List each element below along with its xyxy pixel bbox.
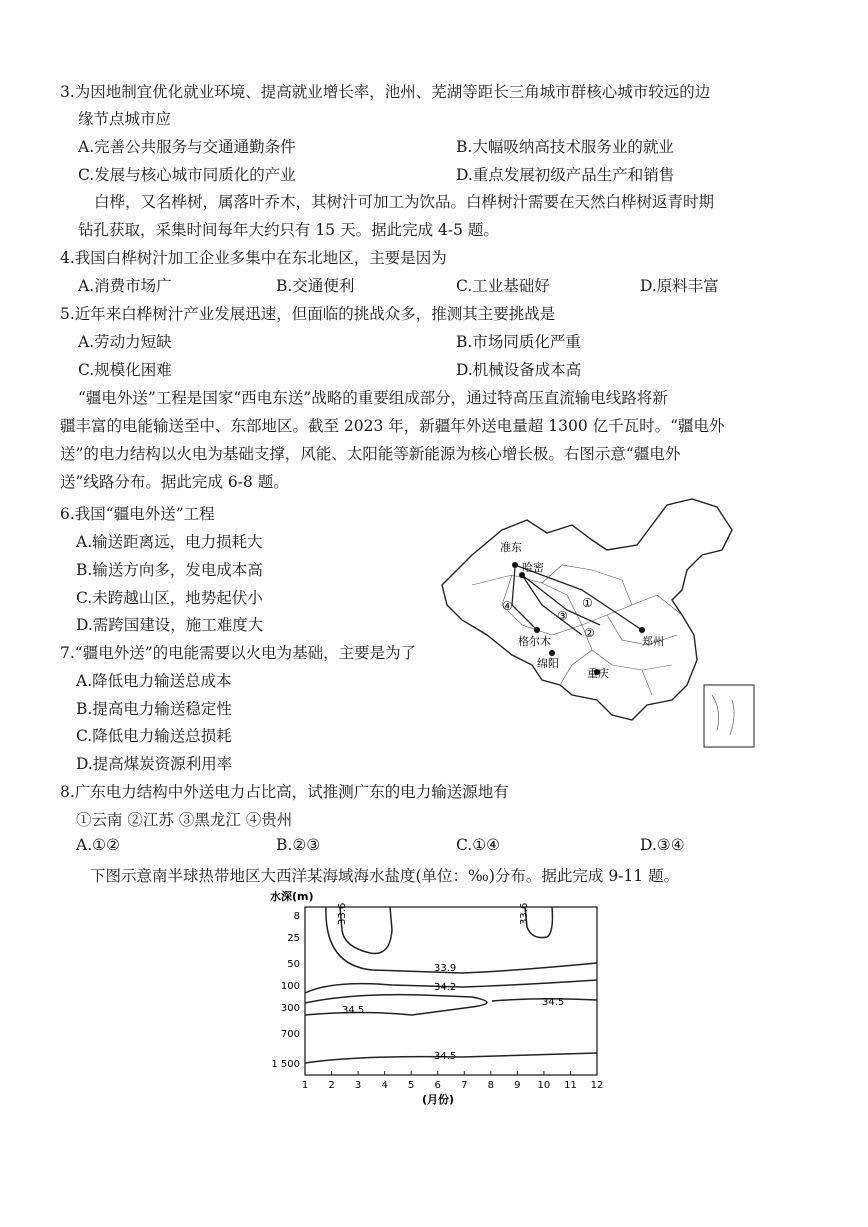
intro68-line2: 疆丰富的电能输送至中、东部地区。截至 2023 年，新疆年外送电量超 1300 亿千瓦时。“疆电外 (60, 417, 725, 435)
label-34.5-right: 34.5 (542, 997, 565, 1008)
x-tick-label: 2 (328, 1080, 335, 1091)
q6-option-a: A.输送距离远，电力损耗大 (76, 533, 263, 551)
intro68-line1: “疆电外送”工程是国家“西电东送”战略的重要组成部分，通过特高压直流输电线路将新 (78, 389, 668, 407)
q6-option-b: B.输送方向多，发电成本高 (76, 561, 263, 579)
y-tick-label: 300 (280, 1003, 300, 1014)
q8-option-b: B.②③ (276, 836, 321, 854)
x-tick-label: 9 (514, 1080, 521, 1091)
x-tick-label: 8 (487, 1080, 495, 1091)
x-tick-label: 12 (590, 1080, 604, 1091)
label-34.5-deep: 34.5 (434, 1051, 457, 1062)
q8-option-a: A.①② (76, 836, 120, 854)
q7-stem: 7.“疆电外送”的电能需要以火电为基础，主要是为了 (60, 644, 417, 662)
intro45-line1: 白桦，又名桦树，属落叶乔木，其树汁可加工为饮品。白桦树汁需要在天然白桦树返青时期 (94, 193, 715, 211)
q4-option-a: A.消费市场广 (78, 277, 172, 295)
label-33.9: 33.9 (434, 963, 457, 974)
y-tick-label: 50 (287, 959, 300, 970)
y-tick-label: 1 500 (271, 1059, 300, 1070)
isoline-33.9 (326, 907, 597, 973)
xinjiang-power-map (432, 495, 762, 755)
y-tick-label: 100 (280, 981, 300, 992)
x-tick-label: 6 (434, 1080, 441, 1091)
map-label-chongqing: 重庆 (587, 667, 609, 680)
q5-option-b: B.市场同质化严重 (456, 333, 581, 351)
map-marker-2: ② (584, 626, 595, 640)
q7-option-c: C.降低电力输送总损耗 (76, 727, 232, 745)
q4-stem: 4.我国白桦树汁加工企业多集中在东北地区，主要是因为 (60, 249, 447, 267)
x-tick-label: 3 (354, 1080, 362, 1091)
q3-stem-line2: 缘节点城市应 (78, 110, 172, 128)
province-borders (472, 565, 682, 695)
q8-option-d: D.③④ (640, 836, 685, 854)
q5-option-d: D.机械设备成本高 (456, 361, 582, 379)
map-marker-3: ③ (557, 609, 568, 623)
q3-option-c: C.发展与核心城市同质化的产业 (78, 166, 296, 184)
label-33.6-right: 33.6 (519, 902, 530, 925)
q3-stem-line1: 3.为因地制宜优化就业环境、提高就业增长率，池州、芜湖等距长三角城市群核心城市较远的边 (60, 83, 711, 101)
y-tick-label: 25 (287, 933, 300, 944)
intro45-line2: 钻孔获取，采集时间每年大约只有 15 天。据此完成 4-5 题。 (78, 221, 499, 239)
map-marker-1: ① (582, 596, 593, 610)
south-china-sea-inset (704, 685, 754, 747)
x-tick-label: 4 (381, 1080, 388, 1091)
map-marker-4: ④ (502, 599, 513, 613)
intro911: 下图示意南半球热带地区大西洋某海域海水盐度(单位：‰)分布。据此完成 9-11 题。 (90, 867, 680, 885)
q8-option-c: C.①④ (456, 836, 501, 854)
q4-option-c: C.工业基础好 (456, 277, 550, 295)
label-34.2: 34.2 (434, 982, 457, 993)
intro68-line3: 送”的电力结构以火电为基础支撑，风能、太阳能等新能源为核心增长极。右图示意“疆电外 (60, 445, 681, 463)
map-label-zhengzhou: 郑州 (642, 635, 664, 648)
isoline-34.5-left (305, 995, 487, 1015)
y-tick-label: 700 (280, 1029, 300, 1040)
x-tick-label: 5 (407, 1080, 415, 1091)
q5-option-c: C.规模化困难 (78, 361, 172, 379)
q8-stem: 8.广东电力结构中外送电力占比高，试推测广东的电力输送源地有 (60, 783, 509, 801)
q5-option-a: A.劳动力短缺 (78, 333, 172, 351)
label-34.5-left: 34.5 (342, 1005, 365, 1016)
q6-stem: 6.我国“疆电外送”工程 (60, 505, 215, 523)
q7-option-b: B.提高电力输送稳定性 (76, 700, 232, 718)
map-label-hami: 哈密 (522, 561, 544, 574)
q5-stem: 5.近年来白桦树汁产业发展迅速，但面临的挑战众多，推测其主要挑战是 (60, 305, 556, 323)
x-tick-label: 10 (537, 1080, 551, 1091)
q7-option-a: A.降低电力输送总成本 (76, 672, 232, 690)
q3-option-d: D.重点发展初级产品生产和销售 (456, 166, 675, 184)
y-tick-labels (271, 911, 300, 1070)
map-label-mianyang: 绵阳 (537, 657, 559, 670)
inset-islands (712, 695, 734, 735)
x-tick-label: 1 (301, 1080, 309, 1091)
q4-option-b: B.交通便利 (276, 277, 355, 295)
x-tick-label: 11 (564, 1080, 577, 1091)
q3-option-a: A.完善公共服务与交通通勤条件 (78, 138, 296, 156)
map-label-zhundong: 准东 (500, 541, 522, 554)
x-tick-label: 7 (461, 1080, 468, 1091)
intro68-line4: 送”线路分布。据此完成 6-8 题。 (60, 473, 289, 491)
q6-option-c: C.未跨越山区，地势起伏小 (76, 589, 263, 607)
label-33.6-left: 33.6 (337, 902, 348, 925)
q8-sources: ①云南 ②江苏 ③黑龙江 ④贵州 (76, 811, 293, 829)
q7-option-d: D.提高煤炭资源利用率 (76, 755, 233, 773)
power-lines (512, 565, 642, 635)
x-tick-labels (302, 1071, 604, 1091)
salinity-chart (262, 885, 612, 1110)
chart-ylabel: 水深(m) (270, 890, 314, 903)
chart-xlabel: (月份) (422, 1093, 455, 1106)
map-label-geermu: 格尔木 (518, 635, 551, 648)
q6-option-d: D.需跨国建设，施工难度大 (76, 616, 264, 634)
q4-option-d: D.原料丰富 (640, 277, 719, 295)
q3-option-b: B.大幅吸纳高技术服务业的就业 (456, 138, 674, 156)
y-tick-label: 8 (293, 911, 300, 922)
